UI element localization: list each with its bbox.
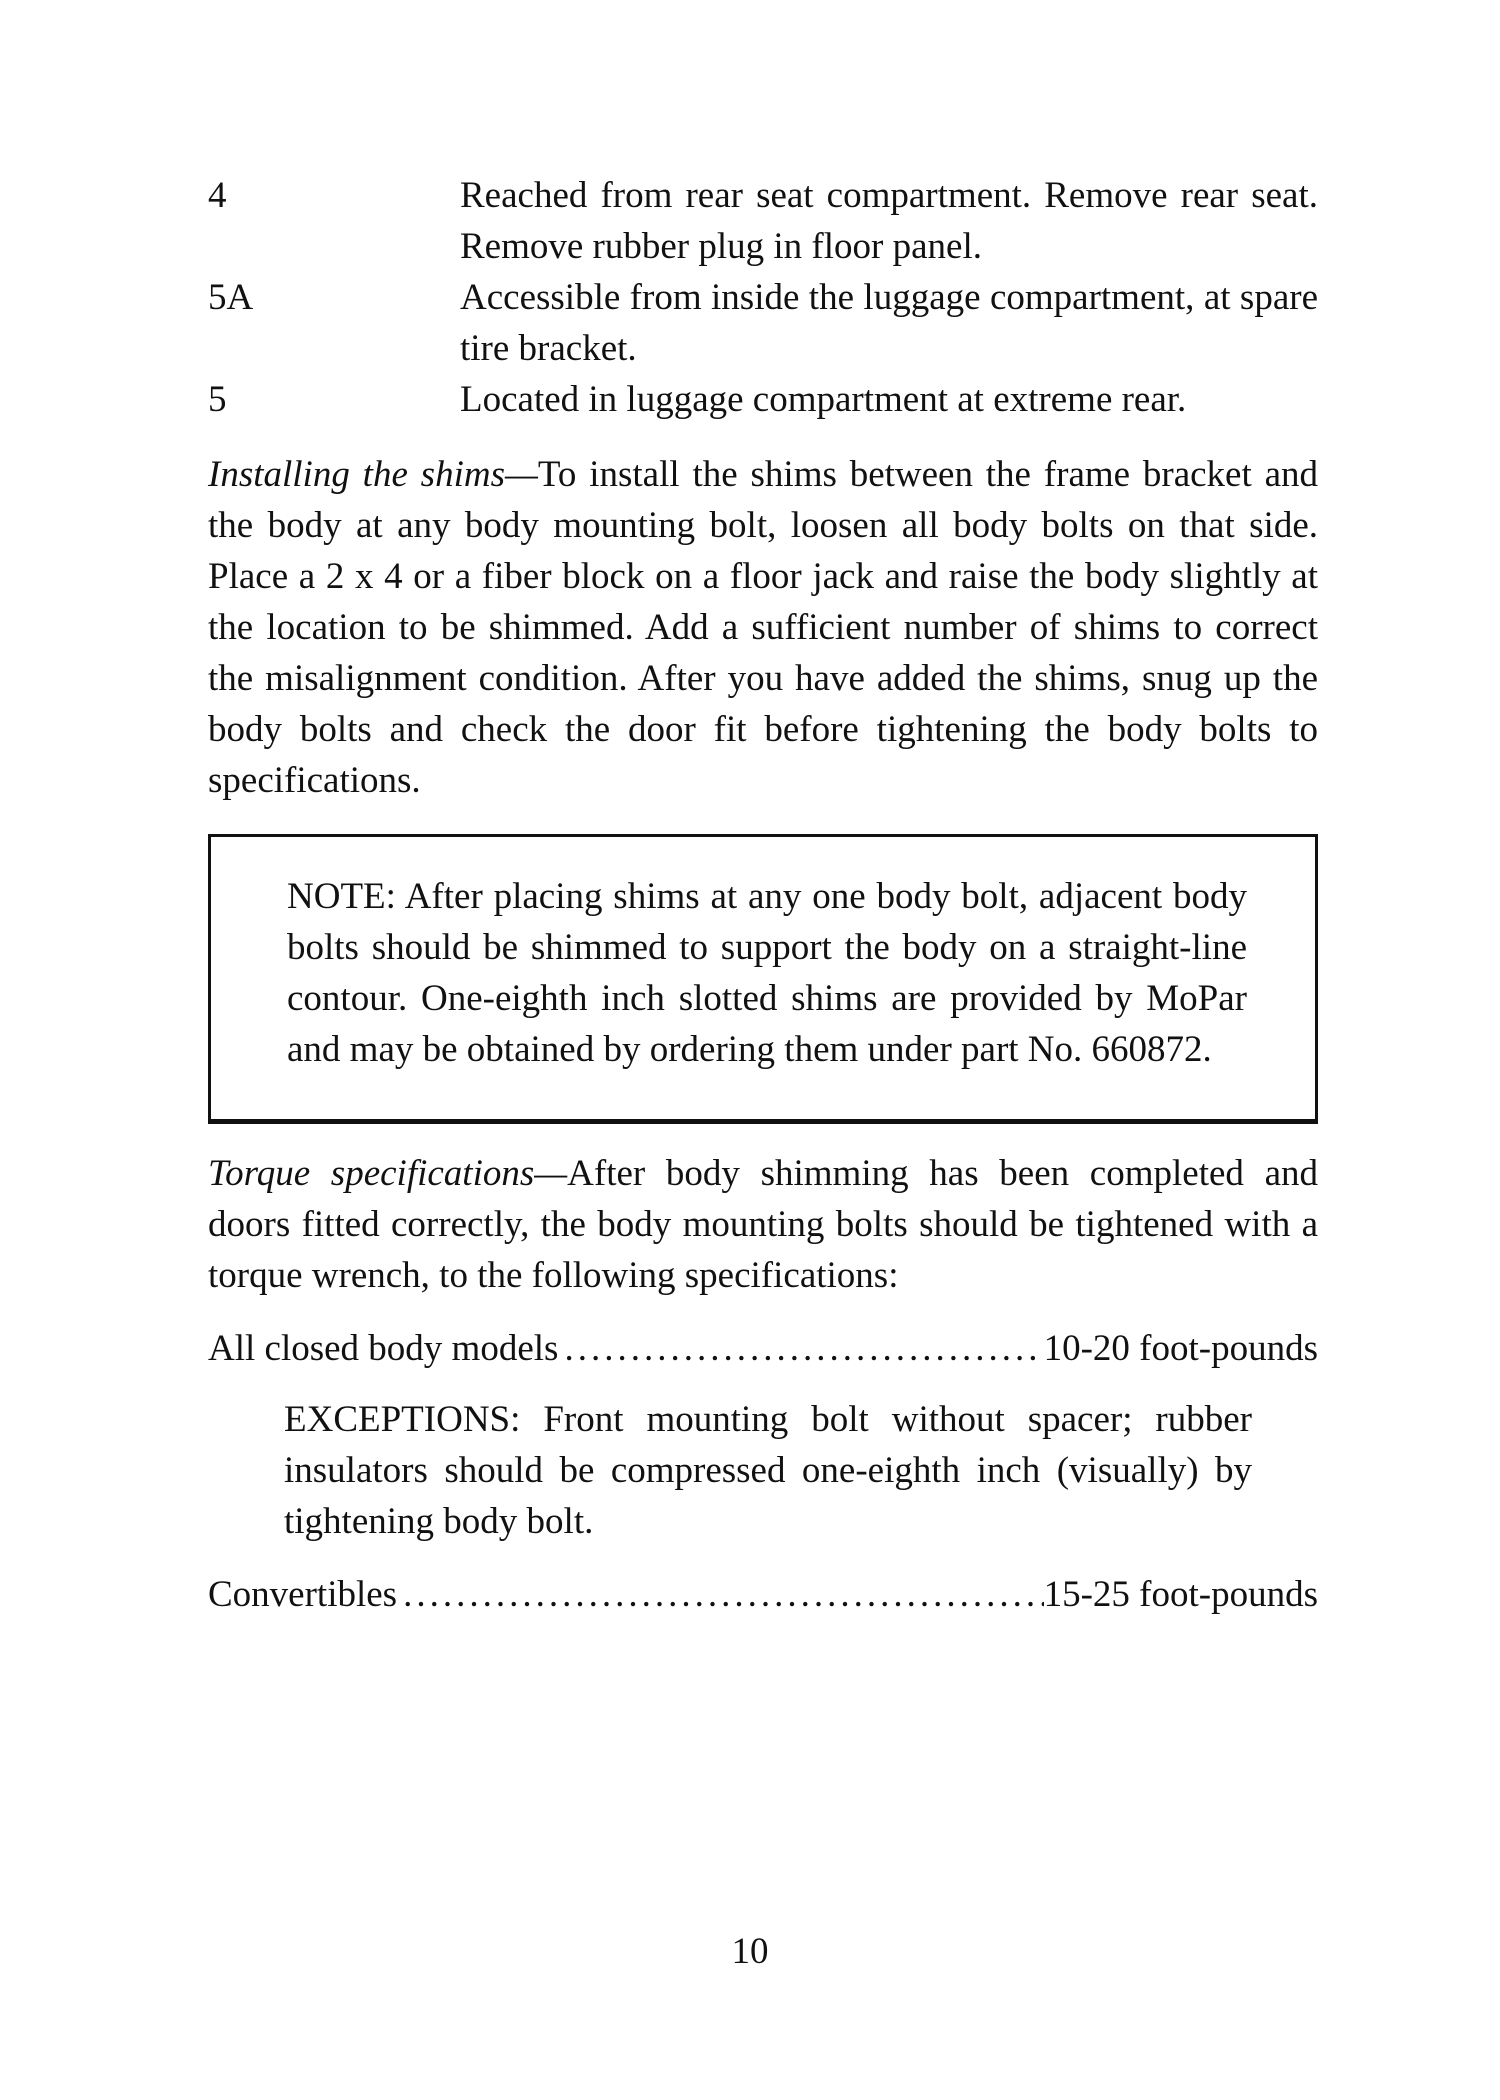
bolt-description: Reached from rear seat compartment. Remove rear seat. Remove rubber plug in floor panel. xyxy=(460,175,1318,267)
page-number: 10 xyxy=(731,1931,769,1972)
bolt-location-row xyxy=(208,374,1318,425)
torque-specs-heading: Torque specifications— xyxy=(208,1153,568,1194)
bolt-number: 5A xyxy=(208,277,254,318)
spec-value: 10-20 foot-pounds xyxy=(1043,1328,1318,1369)
leader-dots xyxy=(397,1569,1044,1620)
spec-label: Convertibles xyxy=(208,1574,398,1615)
installing-shims-heading: Installing the shims— xyxy=(208,454,538,495)
exceptions-text: EXCEPTIONS: Front mounting bolt without spacer; rubber insulators should be compressed one-eighth inch (visually) by tightening body bolt. xyxy=(284,1399,1252,1542)
bolt-description: Located in luggage compartment at extreme rear. xyxy=(460,379,1187,420)
leader-dots xyxy=(558,1323,1043,1374)
closed-body-spec xyxy=(208,1323,1318,1374)
bolt-description: Accessible from inside the luggage compartment, at spare tire bracket. xyxy=(460,277,1318,369)
torque-specs-text: After body shimming has been completed and doors fitted correctly, the body mounting bolts should be tightened with a torque wrench, to the following specifications: xyxy=(208,1153,1318,1296)
bolt-number: 4 xyxy=(208,175,227,216)
installing-shims-paragraph xyxy=(208,449,1318,806)
note-box: NOTE: After placing shims at any one body bolt, adjacent body bolts should be shimmed to support the body on a straight-line contour. One-eighth inch slotted shims are provided by MoPar and may be obtained by ordering them under part No. 660872. xyxy=(208,834,1318,1124)
convertibles-spec xyxy=(208,1569,1318,1620)
manual-page xyxy=(208,170,1318,1620)
installing-shims-text: To install the shims between the frame bracket and the body at any body mounting bolt, loosen all body bolts on that side. Place a 2 x 4 or a fiber block on a floor jack and raise the body slightly at the location to be shimmed. Add a sufficient number of shims to correct the misalignment condition. After you have added the shims, snug up the body bolts and check the door fit before tightening the body bolts to specifications. xyxy=(208,454,1318,801)
torque-specs-paragraph xyxy=(208,1148,1318,1301)
bolt-location-list xyxy=(208,170,1318,425)
bolt-number: 5 xyxy=(208,379,227,420)
bolt-location-row xyxy=(208,272,1318,374)
spec-label: All closed body models xyxy=(208,1328,559,1369)
bolt-location-row xyxy=(208,170,1318,272)
spec-value: 15-25 foot-pounds xyxy=(1043,1574,1318,1615)
